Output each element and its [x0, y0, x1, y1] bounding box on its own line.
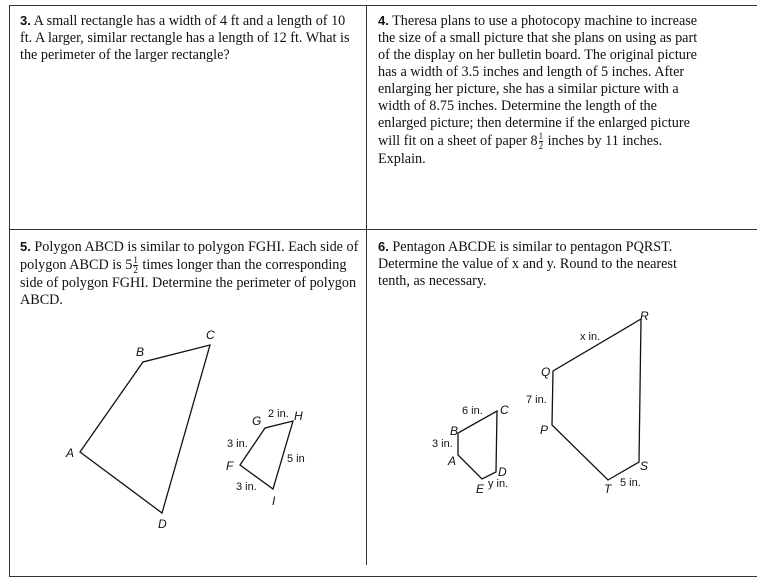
vertex-label: P [540, 423, 549, 437]
figure-quadrilaterals [80, 345, 293, 513]
problem-number: 6. [378, 239, 389, 254]
problem-text-end: inches by 11 inches. Explain. [378, 132, 663, 167]
vertex-label: B [136, 345, 145, 359]
vertex-label: A [448, 454, 457, 468]
vertex-label: T [604, 482, 612, 496]
vertex-label: E [476, 482, 485, 496]
polygon-fghi [240, 421, 293, 489]
problem-number: 4. [378, 13, 389, 28]
pentagon-pqrst [552, 319, 641, 480]
side-label: 3 in. [432, 438, 453, 450]
vertex-label: C [500, 403, 509, 417]
side-label: 5 in [287, 453, 305, 465]
vertex-label: Q [541, 365, 551, 379]
side-label: 2 in. [268, 408, 289, 420]
polygon-abcd [80, 345, 210, 513]
problem-text: Pentagon ABCDE is similar to pentagon PQRST. Determine the value of x and y. Round to the nearest tenth, as necessary. [378, 239, 677, 289]
vertex-label: S [640, 459, 649, 473]
problem-text: Theresa plans to use a photocopy machine to increase the size of a small picture that she plans on using as part of the display on her bulletin board. The original picture has a width of 3.5 inches and length of 5 inches. After enlarging her picture, she has a similar picture with a width of 8.75 inches. Determine the length of the enlarged picture; then determine if the enlarged picture will fit on a sheet of paper 8 [378, 13, 698, 149]
vertex-label: R [640, 309, 649, 323]
vertex-label: G [252, 414, 262, 428]
vertex-label: A [66, 446, 75, 460]
vertex-label: B [450, 424, 459, 438]
problem-text: Polygon ABCD is similar to polygon FGHI. Each side of polygon ABCD is 5 [20, 239, 359, 273]
vertex-label: C [206, 328, 215, 342]
problem-number: 5. [20, 239, 31, 254]
pentagon-abcde [458, 411, 497, 479]
figure-pentagons [458, 319, 641, 480]
side-label: 7 in. [526, 394, 547, 406]
side-label: x in. [580, 331, 601, 343]
side-label: y in. [488, 478, 509, 490]
fraction: $\frac{1}{2}$ [538, 131, 544, 151]
problem-number: 3. [20, 13, 31, 28]
problem-text: A small rectangle has a width of 4 ft and a length of 10 ft. A larger, similar rectangle has a length of 12 ft. What is the perimeter of the larger rectangle? [20, 13, 350, 63]
vertex-label: D [158, 517, 167, 531]
side-label: 6 in. [462, 405, 483, 417]
side-label: 3 in. [227, 438, 248, 450]
vertex-label: I [272, 494, 276, 508]
problem-text-end: times longer than the corresponding side of polygon FGHI. Determine the perimeter of polygon ABCD. [20, 256, 357, 308]
vertex-label: H [294, 409, 303, 423]
vertex-label: D [498, 465, 507, 479]
vertex-label: F [226, 459, 234, 473]
side-label: 3 in. [236, 481, 257, 493]
fraction: $\frac{1}{2}$ [133, 255, 138, 275]
side-label: 5 in. [620, 477, 641, 489]
